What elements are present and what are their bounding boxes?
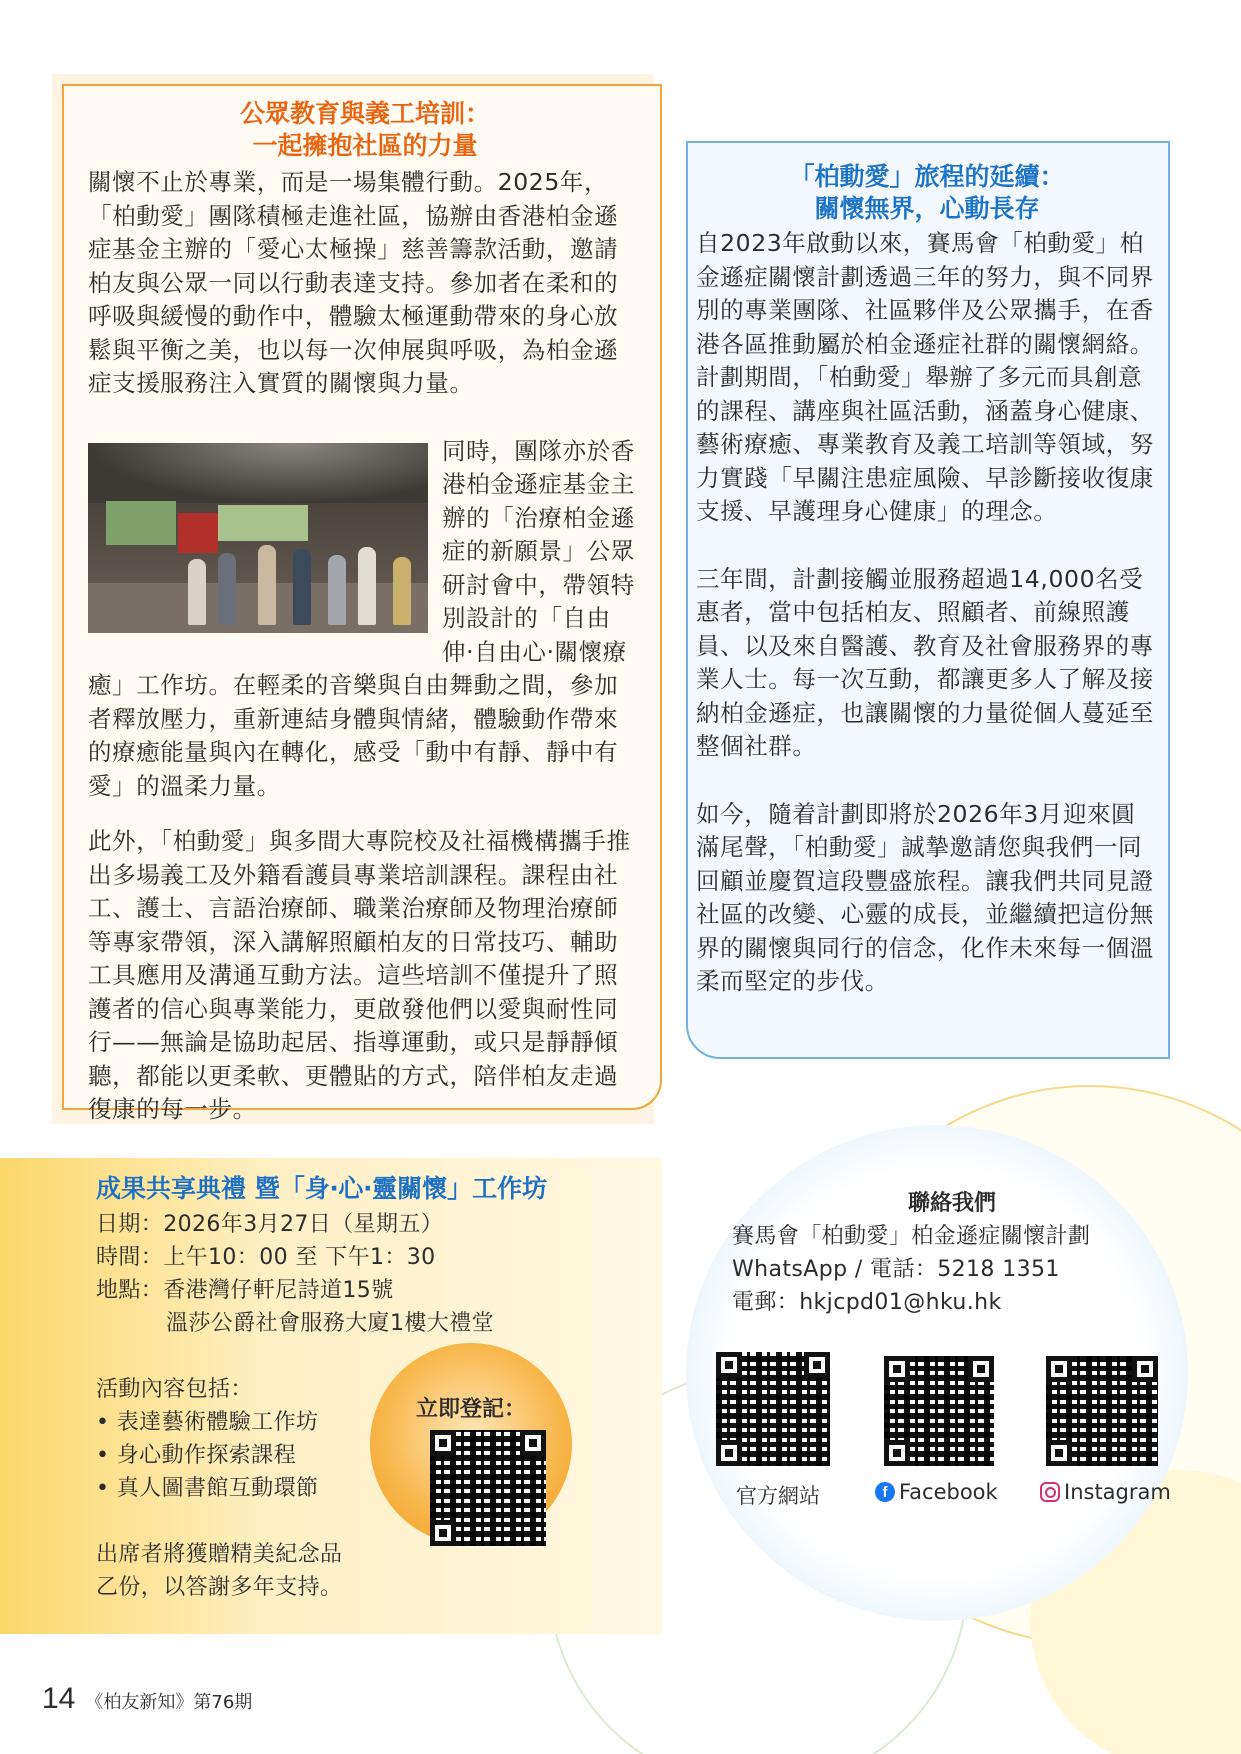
activity-item: • 真人圖書館互動環節 (96, 1476, 319, 1501)
activities-heading: 活動內容包括： (96, 1377, 253, 1402)
workshop-photo (88, 443, 428, 633)
activity-item: • 身心動作探索課程 (96, 1443, 296, 1468)
facebook-label[interactable] (875, 1480, 998, 1504)
paragraph: 此外，「柏動愛」與多間大專院校及社福機構攜手推出多場義工及外籍看護員專業培訓課程。課程由社工、護士、言語治療師、職業治療師及物理治療師等專家帶領，深入講解照顧柏友的日常技巧、輔助工具應用及溝通互動方法。這些培訓不僅提升了照護者的信心與專業能力，更啟發他們以愛與耐性同行——無論是協助起居、指導運動，或只是靜靜傾聽，都能以更柔軟、更體貼的方式，陪伴柏友走過復康的每一步。 (88, 827, 631, 1123)
website-label[interactable] (736, 1480, 820, 1510)
paragraph: 如今，隨着計劃即將於2026年3月迎來圓滿尾聲，「柏動愛」誠摯邀請您與我們一同回顧並慶賀這段豐盛旅程。讓我們共同見證社區的改變、心靈的成長，並繼續把這份無界的關懷與同行的信念，化作未來每一個溫柔而堅定的步伐。 (696, 799, 1154, 995)
event-title: 成果共享典禮 暨「身‧心‧靈關懷」工作坊 (96, 1174, 548, 1203)
title-line: 公眾教育與義工培訓： (239, 99, 490, 128)
contact-info (732, 1188, 1172, 1319)
panel-title (88, 98, 642, 162)
title-line: 一起擁抱社區的力量 (252, 131, 478, 160)
website-label-text: 官方網站 (736, 1484, 820, 1508)
event-info (96, 1172, 656, 1604)
title-line: 關懷無界，心動長存 (814, 194, 1040, 223)
facebook-label-text: Facebook (899, 1480, 998, 1504)
website-qr-code[interactable] (716, 1352, 830, 1466)
register-label: 立即登記： (415, 1397, 526, 1422)
journey-continuation-panel (686, 141, 1170, 1059)
paragraph: 自2023年啟動以來，賽馬會「柏動愛」柏金遜症關懷計劃透過三年的努力，與不同界別的專業團隊、社區夥伴及公眾攜手，在香港各區推動屬於柏金遜症社群的關懷網絡。計劃期間，「柏動愛」舉辦了多元而具創意的課程、講座與社區活動，涵蓋身心健康、藝術療癒、專業教育及義工培訓等領域，努力實踐「早關注患症風險、早診斷接收復康支援、早護理身心健康」的理念。 (696, 229, 1154, 525)
paragraph-with-photo (88, 435, 642, 804)
public-education-panel (62, 84, 662, 1123)
page-footer (42, 1682, 252, 1716)
instagram-label[interactable] (1040, 1480, 1171, 1504)
paragraph: 三年間，計劃接觸並服務超過14,000名受惠者，當中包括柏友、照顧者、前線照護員、以及來自醫護、教育及社會服務界的專業人士。每一次互動，都讓更多人了解及接納柏金遜症，也讓關懷的力量從個人蔓延至整個社群。 (696, 564, 1154, 760)
email-address: 電郵：hkjcpd01@hku.hk (732, 1290, 1002, 1315)
gift-note: 出席者將獲贈精美紀念品 (96, 1542, 343, 1567)
event-date: 日期：2026年3月27日（星期五） (96, 1212, 444, 1237)
paragraph-text: 同時，團隊亦於香港柏金遜症基金主辦的「治療柏金遜症的新願景」公眾研討會中，帶領特別設計的「自由伸‧自由心‧關懷療癒」工作坊。在輕柔的音樂與自由舞動之間，參加者釋放壓力，重新連結身體與情緒，體驗動作帶來的療癒能量與內在轉化，感受「動中有靜、靜中有愛」的溫柔力量。 (88, 436, 635, 800)
activity-item: • 表達藝術體驗工作坊 (96, 1410, 319, 1435)
publication-name: 《柏友新知》第76期 (85, 1692, 253, 1713)
facebook-qr-code[interactable] (884, 1356, 994, 1466)
organization-name: 賽馬會「柏動愛」柏金遜症關懷計劃 (732, 1224, 1091, 1249)
page-number: 14 (42, 1682, 76, 1715)
phone-number: WhatsApp / 電話：5218 1351 (732, 1257, 1060, 1282)
event-time: 時間：上午10：00 至 下午1：30 (96, 1245, 436, 1270)
panel-title (696, 161, 1158, 225)
facebook-icon: f (875, 1482, 895, 1502)
event-venue: 地點：香港灣仔軒尼詩道15號 (96, 1278, 394, 1303)
event-venue-detail: 溫莎公爵社會服務大廈1樓大禮堂 (166, 1311, 494, 1336)
gift-note: 乙份，以答謝多年支持。 (96, 1575, 343, 1600)
instagram-label-text: Instagram (1064, 1480, 1171, 1504)
instagram-qr-code[interactable] (1046, 1356, 1158, 1466)
register-qr-code[interactable] (430, 1430, 546, 1546)
contact-title: 聯絡我們 (907, 1191, 996, 1216)
paragraph: 關懷不止於專業，而是一場集體行動。2025年，「柏動愛」團隊積極走進社區，協辦由香港柏金遜症基金主辦的「愛心太極操」慈善籌款活動，邀請柏友與公眾一同以行動表達支持。參加者在柔和的呼吸與緩慢的動作中，體驗太極運動帶來的身心放鬆與平衡之美，也以每一次伸展與呼吸，為柏金遜症支援服務注入實質的關懷與力量。 (88, 168, 619, 397)
instagram-icon (1040, 1482, 1060, 1502)
title-line: 「柏動愛」旅程的延續： (789, 162, 1065, 191)
